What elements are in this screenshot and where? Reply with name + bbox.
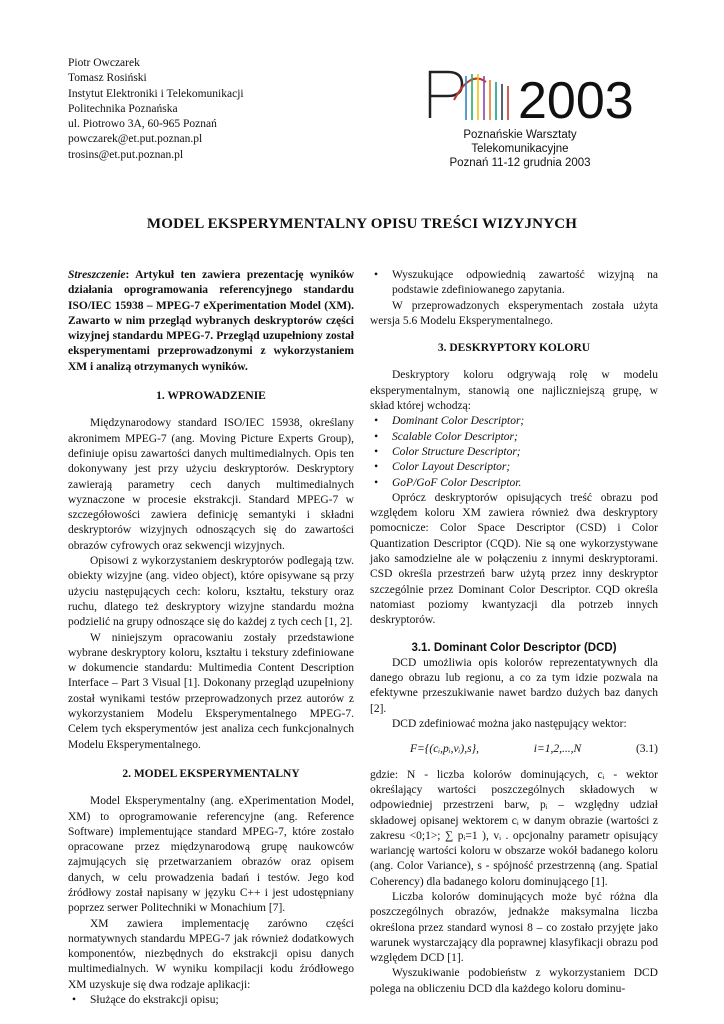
abstract: [68, 268, 354, 375]
conference-date: Poznań 11-12 grudnia 2003: [449, 157, 591, 169]
paragraph: Model Eksperymentalny (ang. eXperimentation Model, XM) to oprogramowanie referencyjne (ang. Reference Software) implementujące standard MPEG-7, które zostało opracowane przez międzynarodową grupę naukowców zajmujących się przetwarzaniem obrazów oraz opisem danych, w celu prowadzenia badań i testów. Jego kod źródłowy został napisany w języku C++ i jest udostępniany poprzez serwer Politechniki w Monachium [7].: [68, 795, 354, 915]
list-item-text: GoP/GoF Color Descriptor.: [392, 476, 522, 489]
right-column: [370, 268, 658, 997]
paragraph: Oprócz deskryptorów opisujących treść obrazu pod względem koloru XM zawiera również dwa deskryptory pomocnicze: Color Space Descriptor (CSD) i Color Quantization Descriptor (CQD). Nie są one wykorzystywane jako samodzielne ale w połączeniu z innymi deskryptorami. CSD określa przestrzeń barw użytą przez inny deskryptor szczególnie przez Dominant Color Descriptor. CQD określa natomiast poziomy kwantyzacji dla potrzeb innych deskryptorów.: [370, 491, 658, 627]
list-item: [68, 993, 354, 1008]
list-item: [370, 414, 658, 429]
left-column: [68, 268, 354, 1008]
section-heading: 3. DESKRYPTORY KOLORU: [437, 342, 591, 355]
equation-range: i=1,2,...,N: [533, 743, 582, 756]
paragraph: DCD umożliwia opis kolorów reprezentatywnych dla danego obrazu lub regionu, a co za tym idzie pozwala na efektywne przeszukiwanie nawet bardzo dużych baz danych [2].: [370, 656, 658, 715]
logo-caption: [415, 128, 625, 170]
paper-title: MODEL EKSPERYMENTALNY OPISU TREŚCI WIZYJNYCH: [146, 216, 578, 232]
author-line: trosins@et.put.poznan.pl: [68, 148, 184, 161]
list-item: [370, 445, 658, 460]
section-heading: 1. WPROWADZENIE: [156, 390, 266, 403]
logo-year: 2003: [518, 72, 634, 130]
author-line: Instytut Elektroniki i Telekomunikacji: [68, 87, 244, 100]
author-block: [68, 56, 244, 163]
bullet-icon: •: [374, 445, 379, 458]
author-line: powczarek@et.put.poznan.pl: [68, 133, 203, 146]
list-item-text: Color Structure Descriptor;: [392, 445, 521, 458]
author-line: Politechnika Poznańska: [68, 102, 178, 115]
list-item: [370, 268, 658, 299]
bullet-icon: •: [72, 994, 77, 1007]
equation: [410, 742, 658, 757]
author-line: Piotr Owczarek: [68, 57, 140, 69]
bullet-list: [370, 268, 658, 299]
bullet-list: [68, 993, 354, 1008]
list-item: [370, 430, 658, 445]
paragraph: gdzie: N - liczba kolorów dominujących, cᵢ - wektor określający wartości poszczególnych składowych w odpowiedniej przestrzeni barw, pᵢ – względny udział składowej opisanej wektorem cᵢ w danym obrazie (wartości z zakresu <0;1>; ∑ pᵢ=1 ), vᵢ . opcjonalny parametr opisujący wariancję wartości koloru w obszarze wokół badanego koloru (ang. Color Variance), s - spójność przestrzenną (ang. Spatial Coherency) dla badanego koloru dominującego [1].: [370, 768, 658, 888]
bullet-icon: •: [374, 269, 379, 281]
bullet-icon: •: [374, 430, 379, 443]
conference-name: Poznańskie Warsztaty Telekomunikacyjne: [463, 129, 577, 155]
paragraph: Międzynarodowy standard ISO/IEC 15938, określany akronimem MPEG-7 (ang. Moving Picture Experts Group), definiuje opisu zawartości danych multimedialnych. Opis ten dokonywany jest przy użyciu deskryptorów. Deskryptory zawierają parametry cech danych multimedialnych wyznaczone w procesie ekstrakcji. Standard MPEG-7 w szczegółowości zawiera definicję semantyki i składni deskryptorów wizyjnych odnoszących się do zawartości obrazów cyfrowych oraz sekwencji wizyjnych.: [68, 417, 354, 552]
bullet-icon: •: [374, 415, 379, 428]
list-item-text: Color Layout Descriptor;: [392, 461, 511, 474]
author-line: Tomasz Rosiński: [68, 72, 147, 85]
abstract-text: : Artykuł ten zawiera prezentację wyników działania oprogramowania referencyjnego standardu ISO/IEC 15938 – MPEG-7 eXperimentation Model (XM). Zawarto w nim przegląd wybranych deskryptorów części wizyjnej standardu MPEG-7. Przegląd uzupełniony został eksperymentami przeprowadzonymi z wykorzystaniem XM i analizą otrzymanych wyników.: [68, 269, 354, 373]
paragraph: Liczba kolorów dominujących może być różna dla poszczególnych obrazów, jednakże maksymalna liczba określona przez standard wynosi 8 – co zostało przyjęte jako warunek wystarczający dla poprawnej klasyfikacji obrazu pod względem DCD [1].: [370, 890, 658, 965]
paragraph: Deskryptory koloru odgrywają rolę w modelu eksperymentalnym, stanowią one najliczniejszą grupę, w skład której wchodzą:: [370, 369, 658, 413]
list-item-text: Wyszukujące odpowiednią zawartość wizyjną na podstawie zdefiniowanego zapytania.: [392, 269, 658, 297]
list-item-text: Dominant Color Descriptor;: [392, 415, 525, 428]
paragraph: XM zawiera implementację zarówno części normatywnych standardu MPEG-7 jak również dodatkowych komponentów, niezbędnych do ekstrakcji opisu danych multimedialnych. W wyniku kompilacji kodu źródłowego XM uzyskuje się dwa rodzaje aplikacji:: [68, 917, 354, 991]
paragraph: DCD zdefiniować można jako następujący wektor:: [392, 718, 627, 731]
paragraph: Wyszukiwanie podobieństw z wykorzystaniem DCD polega na obliczeniu DCD dla każdego koloru dominu-: [370, 967, 658, 995]
section-heading: 2. MODEL EKSPERYMENTALNY: [122, 767, 300, 780]
list-item: [370, 460, 658, 475]
paragraph: W przeprowadzonych eksperymentach została użyta wersja 5.6 Modelu Eksperymentalnego.: [370, 299, 658, 327]
descriptor-list: [370, 414, 658, 490]
equation-body: F={(cᵢ,pᵢ,vᵢ),s},: [410, 743, 480, 756]
abstract-label: Streszczenie: [68, 269, 126, 281]
equation-number: (3.1): [635, 743, 658, 756]
author-line: ul. Piotrowo 3A, 60-965 Poznań: [68, 118, 217, 131]
list-item: [370, 476, 658, 491]
bullet-icon: •: [374, 461, 379, 474]
paragraph: Opisowi z wykorzystaniem deskryptorów podlegają tzw. obiekty wizyjne (ang. video object), które opisywane są przy użyciu następujących cech: koloru, kształtu, tekstury oraz ruchu, dlatego też deskryptory wizyjne standardu można podzielić na grupy odnoszące się do każdej z tych cech [1, 2].: [68, 555, 354, 629]
bullet-icon: •: [374, 476, 379, 489]
list-item-text: Scalable Color Descriptor;: [392, 430, 518, 443]
list-item-text: Służące do ekstrakcji opisu;: [90, 994, 219, 1007]
paragraph: W niniejszym opracowaniu zostały przedstawione wybrane deskryptory koloru, kształtu i tekstury zdefiniowane w dokumencie standardu: Multimedia Content Description Interface – Part 3 Visual [1]. Dokonany przegląd uzupełniony został wynikami testów przeprowadzonych przez autorów z wykorzystaniem Modelu Eksperymentalnego MPEG-7. Celem tych eksperymentów jest analiza cech funkcjonalnych Modelu Eksperymentalnego.: [68, 631, 354, 751]
subsection-heading: 3.1. Dominant Color Descriptor (DCD): [411, 641, 617, 654]
